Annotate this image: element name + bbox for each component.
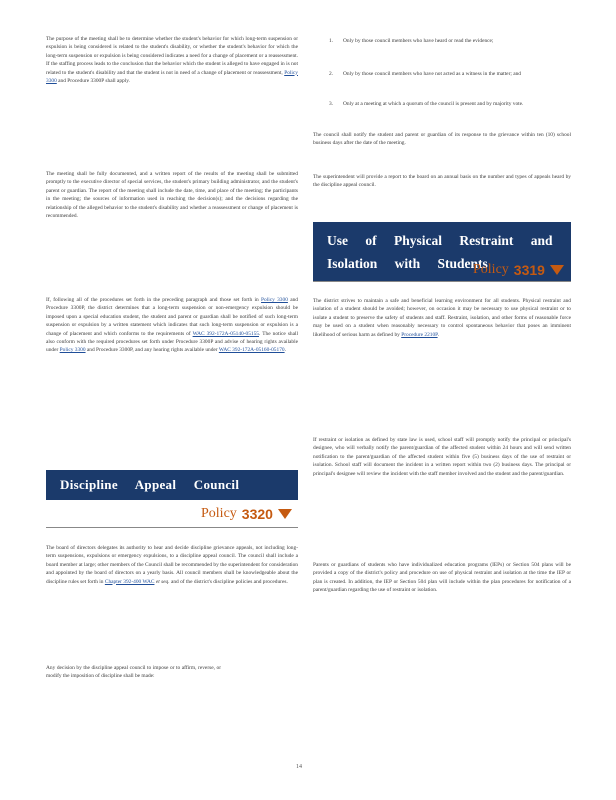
triangle-down-icon [550, 265, 564, 275]
policy-3300-link[interactable]: Policy 3300 [59, 347, 86, 354]
procedure-2210p-link[interactable]: Procedure 2210P [401, 331, 438, 338]
section-heading: Discipline Appeal Council [60, 477, 240, 492]
paragraph-restraint-policy-intro: The district strives to maintain a safe and beneficial learning environment for all students. Physical restraint and isolation of a student should be avoided; however, on occasion it may be necessary to use physical restraint or to isolate a student to preserve the safety of students and staff. Restraint, isolation, and other forms of reasonable force may be used on a student when reasonably necessary to control spontaneous behavior that poses an imminent likelihood of serious harm as defined by Procedure 2210P. [313, 298, 571, 338]
page-number: 14 [296, 764, 302, 770]
policy-divider [313, 281, 571, 282]
paragraph-council-decision: Any decision by the discipline appeal council to impose or to affirm, reverse, or modify the imposition of discipline shall be made: [46, 665, 221, 680]
paragraph-appeal-council-authority: The board of directors delegates its authority to hear and decide discipline grievance appeals, not including long-term suspensions, expulsions or emergency expulsions, to a discipline appeal council. The council shall include a board member at large; other members of the Council shall be recommended by the superintendent for consideration and appointed by the board of directors on a yearly basis. All council members shall be knowledgeable about the discipline rules set forth in Chapter 392-400 WAC et seq. and of the district's discipline policies and procedures. [46, 545, 298, 585]
policy-divider [46, 527, 298, 528]
paragraph-special-education-notice: If, following all of the procedures set forth in the preceding paragraph and those set forth in Policy 3300 and Procedure 3300P, the district determines that a long-term suspension or non-emergency expulsion should be imposed upon a special education student, the student and parent or guardian shall be notified of such long-term suspension or expulsion by a written statement which indicates that such long-term suspension or expulsion is a change of placement and which conforms to the requirements of WAC 392-172A-05140-05155. The notice shall also conform with the required procedures set forth under Procedure 3300P and advise of hearing rights available under Policy 3300 and Procedure 3300P, and any hearing rights available under WAC 392-172A-05160-05170. [46, 297, 299, 354]
policy-3300-link[interactable]: Policy 3300 [46, 69, 298, 85]
wac-392-172a-05140-link[interactable]: WAC 392-172A-05140-05155 [192, 330, 259, 337]
policy-tag-3320 [201, 506, 292, 522]
section-heading-line2: Isolation with Students [327, 256, 488, 271]
triangle-down-icon [278, 509, 292, 519]
policy-word: Policy [201, 506, 237, 521]
policy-3300-link[interactable]: Policy 3300 [261, 297, 288, 303]
wac-392-172a-05160-link[interactable]: WAC 392-172A-05160-05170 [218, 347, 285, 354]
paragraph-annual-report: The superintendent will provide a report to the board on an annual basis on the number and types of appeals heard by the discipline appeal council. [313, 174, 571, 189]
list-text: Only by those council members who have not acted as a witness in the matter; and [343, 71, 521, 77]
list-text: Only by those council members who have heard or read the evidence; [343, 38, 494, 44]
section-banner-discipline-appeal-council [46, 470, 298, 500]
policy-number: 3320 [241, 506, 273, 522]
policy-word: Policy [473, 262, 509, 277]
paragraph-staffing-meeting-purpose: The purpose of the meeting shall be to determine whether the student's behavior for which long-term suspension or expulsion is being considered is related to the student's disability, or whether the student's behavior for which the long-term suspension or expulsion is being considered indicates a need for a change of placement or a reassessment. If the staffing process leads to the conclusion that the behavior which the student is alleged to have engaged in is not related to the student's disability and that the student is not in need of a change of placement or reassessment, Policy 3300 and Procedure 3300P shall apply. [46, 36, 298, 85]
chapter-392-400-wac-link[interactable]: Chapter 392-400 WAC [104, 578, 155, 585]
paragraph-meeting-documentation: The meeting shall be fully documented, and a written report of the results of the meeting shall be submitted promptly to the executive director of special services, the student's primary building administrator, and the student's parent or guardian. The report of the meeting shall include the date, time, and place of the meeting; the participants in the meeting; the sources of information used in reaching the decision(s); and the decisions regarding the relationship of the alleged behavior to the student's disability and whether a reassessment or change of placement is recommended. [46, 171, 298, 220]
list-number: 2. [329, 71, 334, 77]
list-number: 3. [329, 101, 334, 107]
policy-number: 3319 [513, 262, 545, 278]
paragraph-iep-504-plans: Parents or guardians of students who have individualized education programs (IEPs) or Section 504 plans will be provided a copy of the district's policy and procedure on use of physical restraint and isolation at the time the IEP or plan is created. In addition, the IEP or Section 504 plan will include within the plan procedures for notification of a parent/guardian regarding the use of restraint or isolation. [313, 562, 571, 594]
paragraph-restraint-notification: If restraint or isolation as defined by state law is used, school staff will promptly notify the principal or principal's designee, who will verbally notify the parent/guardian of the affected student within 24 hours and will send written notification to the parent/guardian of the affected student within five (5) business days of the use of restraint or isolation. School staff will document the incident in a written report within two (2) business days. The principal or principal's designee will review the incident with the staff member involved and the student and the parent/guardian. [313, 437, 571, 477]
paragraph-council-notification: The council shall notify the student and parent or guardian of its response to the grievance within ten (10) school business days after the date of the meeting. [313, 132, 571, 147]
section-heading-line1: Use of Physical Restraint and [327, 233, 553, 248]
policy-tag-3319 [473, 262, 564, 278]
list-number: 1. [329, 38, 334, 44]
list-text: Only at a meeting at which a quorum of the council is present and by majority vote. [343, 101, 524, 107]
